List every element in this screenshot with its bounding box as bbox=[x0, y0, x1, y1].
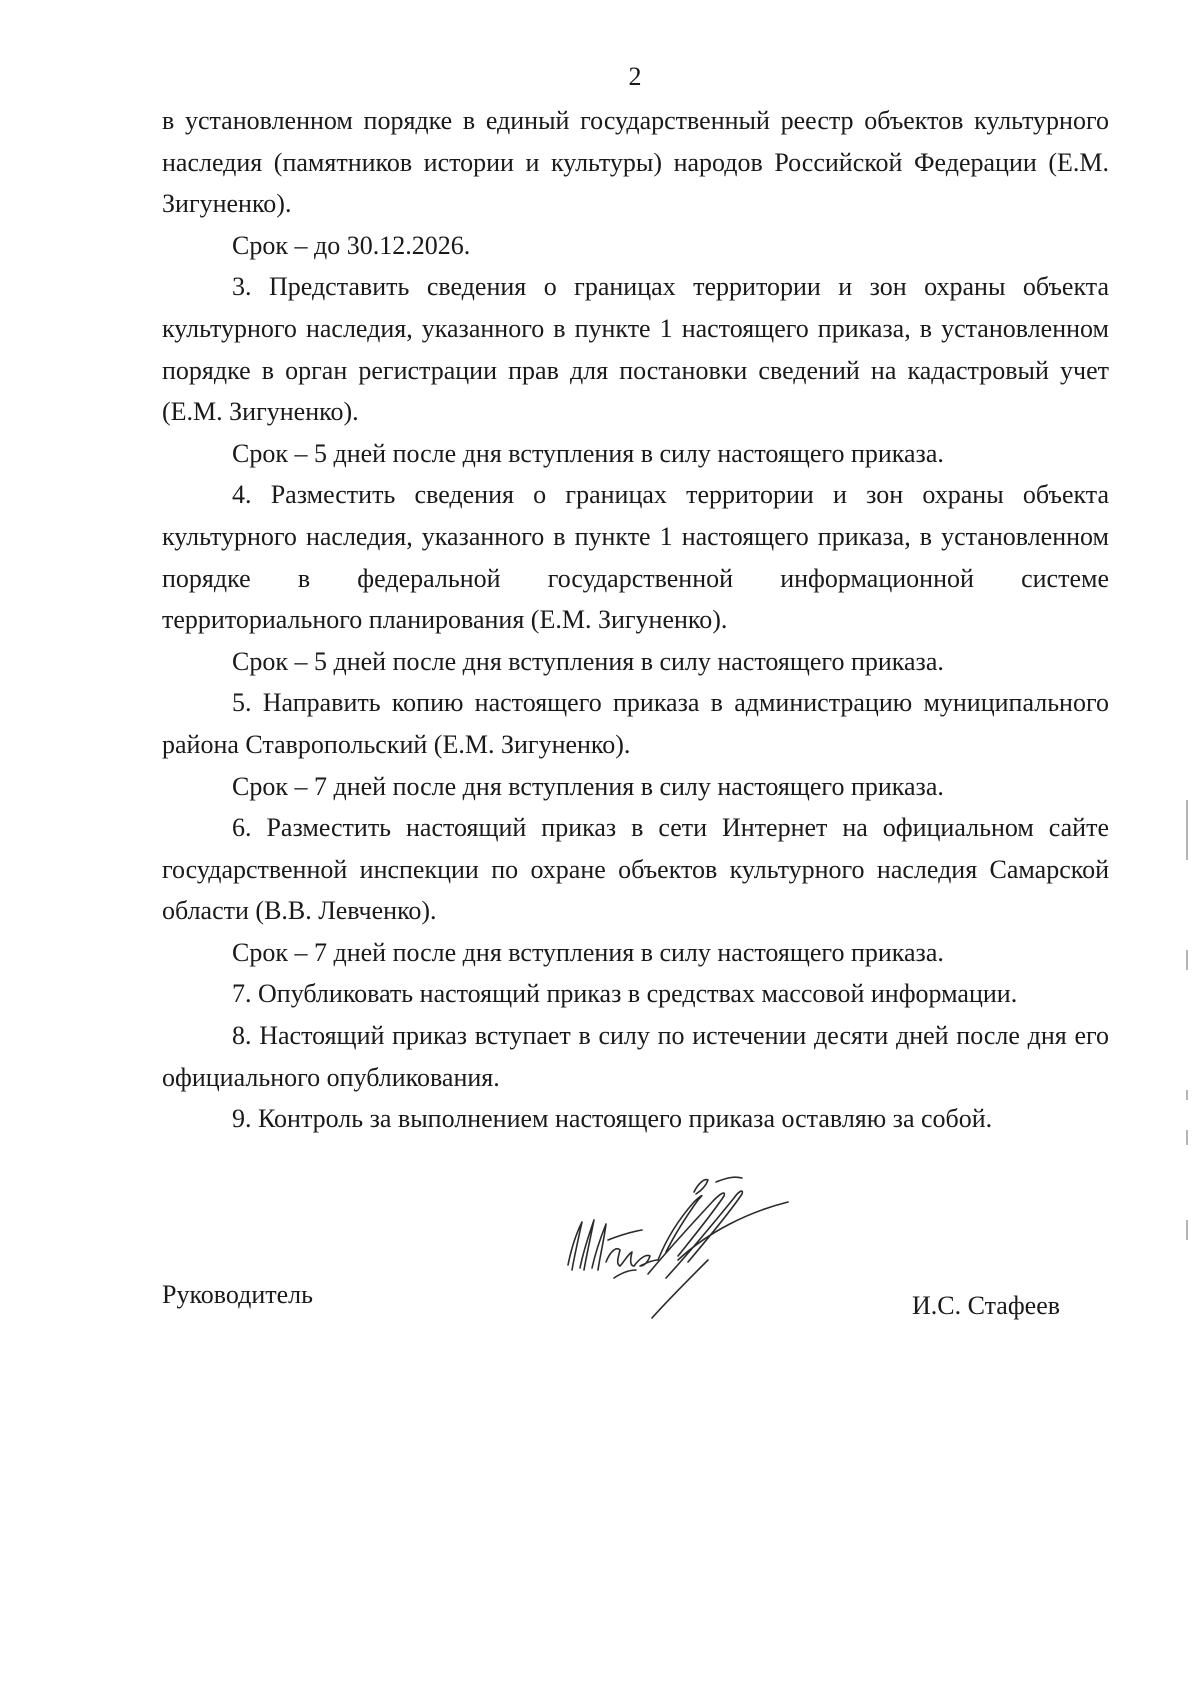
paragraph-5: 5. Направить копию настоящего приказа в администрацию муниципального района Ставропольский (Е.М. Зигуненко). bbox=[162, 688, 1109, 759]
signatory-name: И.С. Стафеев bbox=[912, 1291, 1061, 1320]
signatory-position: Руководитель bbox=[162, 1280, 313, 1309]
paragraph-7: 7. Опубликовать настоящий приказ в средствах массовой информации. bbox=[232, 979, 1018, 1009]
paragraph-2-deadline: Срок – до 30.12.2026. bbox=[232, 230, 471, 260]
paragraph-3-deadline: Срок – 5 дней после дня вступления в силу настоящего приказа. bbox=[232, 438, 944, 468]
page-number: 2 bbox=[628, 62, 642, 91]
paragraph-6-deadline: Срок – 7 дней после дня вступления в силу настоящего приказа. bbox=[232, 937, 944, 967]
scan-edge-marks bbox=[1184, 800, 1190, 1360]
paragraph-4-deadline: Срок – 5 дней после дня вступления в силу настоящего приказа. bbox=[232, 646, 944, 676]
paragraph-6: 6. Разместить настоящий приказ в сети Интернет на официальном сайте государственной инспекции по охране объектов культурного наследия Самарской области (В.В. Левченко). bbox=[162, 813, 1109, 926]
paragraph-8: 8. Настоящий приказ вступает в силу по истечении десяти дней после дня его официального опубликования. bbox=[162, 1021, 1109, 1092]
paragraph-9: 9. Контроль за выполнением настоящего приказа оставляю за собой. bbox=[232, 1104, 993, 1134]
paragraph-5-deadline: Срок – 7 дней после дня вступления в силу настоящего приказа. bbox=[232, 771, 944, 801]
handwritten-signature-icon bbox=[548, 1170, 818, 1330]
paragraph-4: 4. Разместить сведения о границах территории и зон охраны объекта культурного наследия, указанного в пункте 1 настоящего приказа, в установленном порядке в федеральной государственной информационной системе территориального планирования (Е.М. Зигуненко). bbox=[162, 480, 1109, 635]
order-body bbox=[162, 100, 1109, 1140]
paragraph-1: в установленном порядке в единый государственный реестр объектов культурного наследия (памятников истории и культуры) народов Российской Федерации (Е.М. Зигуненко). bbox=[162, 106, 1109, 219]
signature-block bbox=[0, 1150, 1200, 1400]
paragraph-3: 3. Представить сведения о границах территории и зон охраны объекта культурного наследия, указанного в пункте 1 настоящего приказа, в установленном порядке в орган регистрации прав для постановки сведений на кадастровый учет (Е.М. Зигуненко). bbox=[162, 272, 1109, 427]
